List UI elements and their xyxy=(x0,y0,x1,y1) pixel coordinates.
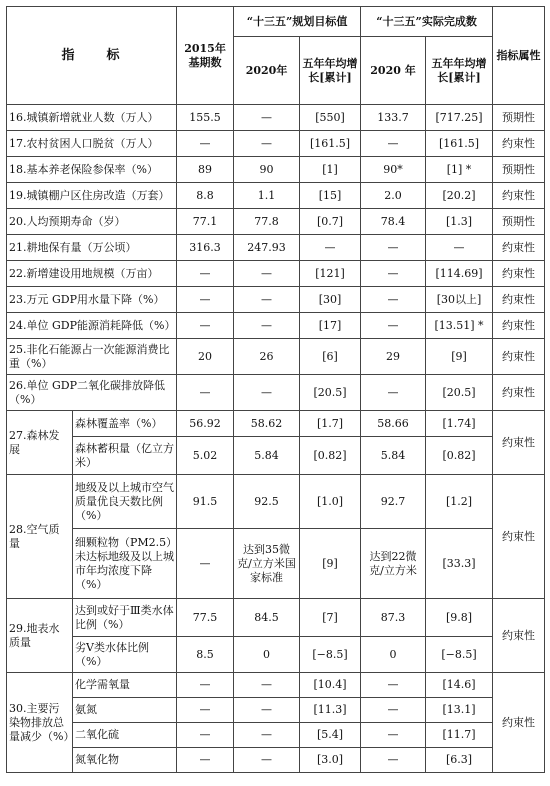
actual-avg-value: [1.74] xyxy=(426,411,493,437)
plan-value: 247.93 xyxy=(234,235,300,261)
actual-avg-value: [114.69] xyxy=(426,261,493,287)
header-base-2015: 2015年基期数 xyxy=(177,7,234,105)
plan-avg-value: [0.82] xyxy=(300,437,361,475)
plan-value: 58.62 xyxy=(234,411,300,437)
sub-name: 劣Ⅴ类水体比例（%） xyxy=(73,637,177,673)
plan-avg-value: — xyxy=(300,235,361,261)
attribute-value: 约束性 xyxy=(493,313,545,339)
plan-avg-value: [0.7] xyxy=(300,209,361,235)
actual-value: — xyxy=(361,235,426,261)
base-value: 155.5 xyxy=(177,105,234,131)
actual-value: — xyxy=(361,698,426,723)
actual-avg-value: [1] * xyxy=(426,157,493,183)
actual-value: — xyxy=(361,673,426,698)
row-name: 20.人均预期寿命（岁） xyxy=(7,209,177,235)
plan-value: — xyxy=(234,261,300,287)
plan-value: — xyxy=(234,105,300,131)
sub-name: 氮氧化物 xyxy=(73,748,177,773)
plan-value: — xyxy=(234,131,300,157)
plan-value: 1.1 xyxy=(234,183,300,209)
base-value: 20 xyxy=(177,339,234,375)
plan-value: — xyxy=(234,723,300,748)
attribute-value: 预期性 xyxy=(493,105,545,131)
actual-avg-value: [33.3] xyxy=(426,529,493,599)
plan-value: — xyxy=(234,673,300,698)
base-value: — xyxy=(177,698,234,723)
plan-value: 0 xyxy=(234,637,300,673)
group-name-water: 29.地表水质量 xyxy=(7,599,73,673)
table-row xyxy=(7,529,545,599)
table-row xyxy=(7,375,545,411)
plan-value: 92.5 xyxy=(234,475,300,529)
actual-value: 133.7 xyxy=(361,105,426,131)
row-name: 18.基本养老保险参保率（%） xyxy=(7,157,177,183)
sub-name: 森林覆盖率（%） xyxy=(73,411,177,437)
plan-avg-value: [161.5] xyxy=(300,131,361,157)
plan-value: 5.84 xyxy=(234,437,300,475)
plan-avg-value: [30] xyxy=(300,287,361,313)
plan-avg-value: [5.4] xyxy=(300,723,361,748)
base-value: 5.02 xyxy=(177,437,234,475)
table-row xyxy=(7,411,545,437)
header-indicator: 指 标 xyxy=(7,7,177,105)
base-value: — xyxy=(177,131,234,157)
group-name-forest: 27.森林发展 xyxy=(7,411,73,475)
attribute-value: 预期性 xyxy=(493,209,545,235)
plan-avg-value: [10.4] xyxy=(300,673,361,698)
actual-value: 78.4 xyxy=(361,209,426,235)
actual-avg-value: [0.82] xyxy=(426,437,493,475)
base-value: 77.5 xyxy=(177,599,234,637)
actual-avg-value: [161.5] xyxy=(426,131,493,157)
row-name: 22.新增建设用地规模（万亩） xyxy=(7,261,177,287)
attribute-value: 约束性 xyxy=(493,599,545,673)
attribute-value: 约束性 xyxy=(493,235,545,261)
header-actual-group: “十三五”实际完成数 xyxy=(361,7,493,37)
table-row xyxy=(7,209,545,235)
table-row xyxy=(7,475,545,529)
base-value: — xyxy=(177,261,234,287)
plan-avg-value: [11.3] xyxy=(300,698,361,723)
actual-value: — xyxy=(361,131,426,157)
plan-value: 达到35微克/立方米国家标准 xyxy=(234,529,300,599)
header-plan-2020: 2020年 xyxy=(234,37,300,105)
header-actual-2020: 2020 年 xyxy=(361,37,426,105)
actual-value: — xyxy=(361,261,426,287)
base-value: 8.8 xyxy=(177,183,234,209)
actual-value: — xyxy=(361,375,426,411)
header-attribute: 指标属性 xyxy=(493,7,545,105)
actual-avg-value: [6.3] xyxy=(426,748,493,773)
plan-avg-value: [1] xyxy=(300,157,361,183)
attribute-value: 约束性 xyxy=(493,183,545,209)
table-row xyxy=(7,637,545,673)
table-row xyxy=(7,599,545,637)
table-row xyxy=(7,723,545,748)
base-value: — xyxy=(177,287,234,313)
actual-value: — xyxy=(361,313,426,339)
actual-avg-value: — xyxy=(426,235,493,261)
indicator-table xyxy=(6,6,545,773)
table-row xyxy=(7,437,545,475)
plan-avg-value: [1.0] xyxy=(300,475,361,529)
plan-value: — xyxy=(234,748,300,773)
base-value: 77.1 xyxy=(177,209,234,235)
base-value: 91.5 xyxy=(177,475,234,529)
attribute-value: 约束性 xyxy=(493,475,545,599)
actual-value: — xyxy=(361,287,426,313)
attribute-value: 约束性 xyxy=(493,261,545,287)
base-value: 89 xyxy=(177,157,234,183)
actual-value: 0 xyxy=(361,637,426,673)
group-name-pollutant: 30.主要污染物排放总量减少（%） xyxy=(7,673,73,773)
actual-avg-value: [13.1] xyxy=(426,698,493,723)
table-row xyxy=(7,183,545,209)
header-plan-avg: 五年年均增长[累计] xyxy=(300,37,361,105)
actual-avg-value: [717.25] xyxy=(426,105,493,131)
plan-avg-value: [17] xyxy=(300,313,361,339)
attribute-value: 约束性 xyxy=(493,411,545,475)
table-row xyxy=(7,339,545,375)
table-row xyxy=(7,313,545,339)
plan-avg-value: [15] xyxy=(300,183,361,209)
plan-avg-value: [9] xyxy=(300,529,361,599)
attribute-value: 约束性 xyxy=(493,287,545,313)
sub-name: 氨氮 xyxy=(73,698,177,723)
header-actual-avg: 五年年均增长[累计] xyxy=(426,37,493,105)
plan-avg-value: [6] xyxy=(300,339,361,375)
plan-value: — xyxy=(234,375,300,411)
row-name: 21.耕地保有量（万公顷） xyxy=(7,235,177,261)
table-row xyxy=(7,261,545,287)
base-value: 8.5 xyxy=(177,637,234,673)
table-row xyxy=(7,105,545,131)
sub-name: 森林蓄积量（亿立方米） xyxy=(73,437,177,475)
plan-avg-value: [−8.5] xyxy=(300,637,361,673)
actual-avg-value: [20.2] xyxy=(426,183,493,209)
actual-avg-value: [14.6] xyxy=(426,673,493,698)
actual-avg-value: [1.2] xyxy=(426,475,493,529)
plan-avg-value: [121] xyxy=(300,261,361,287)
base-value: — xyxy=(177,529,234,599)
sub-name: 细颗粒物（PM2.5）未达标地级及以上城市年均浓度下降（%） xyxy=(73,529,177,599)
actual-avg-value: [9] xyxy=(426,339,493,375)
plan-value: — xyxy=(234,287,300,313)
row-name: 23.万元 GDP用水量下降（%） xyxy=(7,287,177,313)
actual-value: 90* xyxy=(361,157,426,183)
sub-name: 化学需氧量 xyxy=(73,673,177,698)
plan-value: — xyxy=(234,313,300,339)
base-value: — xyxy=(177,375,234,411)
row-name: 19.城镇棚户区住房改造（万套） xyxy=(7,183,177,209)
plan-value: — xyxy=(234,698,300,723)
table-row xyxy=(7,287,545,313)
base-value: — xyxy=(177,313,234,339)
plan-value: 90 xyxy=(234,157,300,183)
actual-value: 92.7 xyxy=(361,475,426,529)
sub-name: 达到或好于Ⅲ类水体比例（%） xyxy=(73,599,177,637)
base-value: — xyxy=(177,673,234,698)
actual-avg-value: [1.3] xyxy=(426,209,493,235)
plan-avg-value: [1.7] xyxy=(300,411,361,437)
actual-avg-value: [13.51] * xyxy=(426,313,493,339)
attribute-value: 约束性 xyxy=(493,339,545,375)
actual-value: 58.66 xyxy=(361,411,426,437)
base-value: — xyxy=(177,723,234,748)
plan-avg-value: [7] xyxy=(300,599,361,637)
row-name: 17.农村贫困人口脱贫（万人） xyxy=(7,131,177,157)
actual-value: — xyxy=(361,748,426,773)
table-row xyxy=(7,235,545,261)
attribute-value: 预期性 xyxy=(493,157,545,183)
table-row xyxy=(7,748,545,773)
plan-avg-value: [3.0] xyxy=(300,748,361,773)
attribute-value: 约束性 xyxy=(493,375,545,411)
plan-value: 26 xyxy=(234,339,300,375)
plan-avg-value: [550] xyxy=(300,105,361,131)
group-name-air: 28.空气质量 xyxy=(7,475,73,599)
plan-value: 77.8 xyxy=(234,209,300,235)
base-value: 56.92 xyxy=(177,411,234,437)
actual-value: — xyxy=(361,723,426,748)
actual-value: 5.84 xyxy=(361,437,426,475)
header-plan-group: “十三五”规划目标值 xyxy=(234,7,361,37)
table-row xyxy=(7,131,545,157)
sub-name: 地级及以上城市空气质量优良天数比例（%） xyxy=(73,475,177,529)
row-name: 24.单位 GDP能源消耗降低（%） xyxy=(7,313,177,339)
actual-avg-value: [20.5] xyxy=(426,375,493,411)
actual-value: 达到22微克/立方米 xyxy=(361,529,426,599)
base-value: 316.3 xyxy=(177,235,234,261)
actual-avg-value: [30以上] xyxy=(426,287,493,313)
plan-avg-value: [20.5] xyxy=(300,375,361,411)
plan-value: 84.5 xyxy=(234,599,300,637)
row-name: 26.单位 GDP二氧化碳排放降低（%） xyxy=(7,375,177,411)
actual-avg-value: [11.7] xyxy=(426,723,493,748)
row-name: 25.非化石能源占一次能源消费比重（%） xyxy=(7,339,177,375)
sub-name: 二氧化硫 xyxy=(73,723,177,748)
actual-avg-value: [−8.5] xyxy=(426,637,493,673)
attribute-value: 约束性 xyxy=(493,131,545,157)
row-name: 16.城镇新增就业人数（万人） xyxy=(7,105,177,131)
table-row xyxy=(7,698,545,723)
base-value: — xyxy=(177,748,234,773)
actual-avg-value: [9.8] xyxy=(426,599,493,637)
actual-value: 87.3 xyxy=(361,599,426,637)
table-row xyxy=(7,157,545,183)
table-row xyxy=(7,673,545,698)
attribute-value: 约束性 xyxy=(493,673,545,773)
actual-value: 29 xyxy=(361,339,426,375)
actual-value: 2.0 xyxy=(361,183,426,209)
